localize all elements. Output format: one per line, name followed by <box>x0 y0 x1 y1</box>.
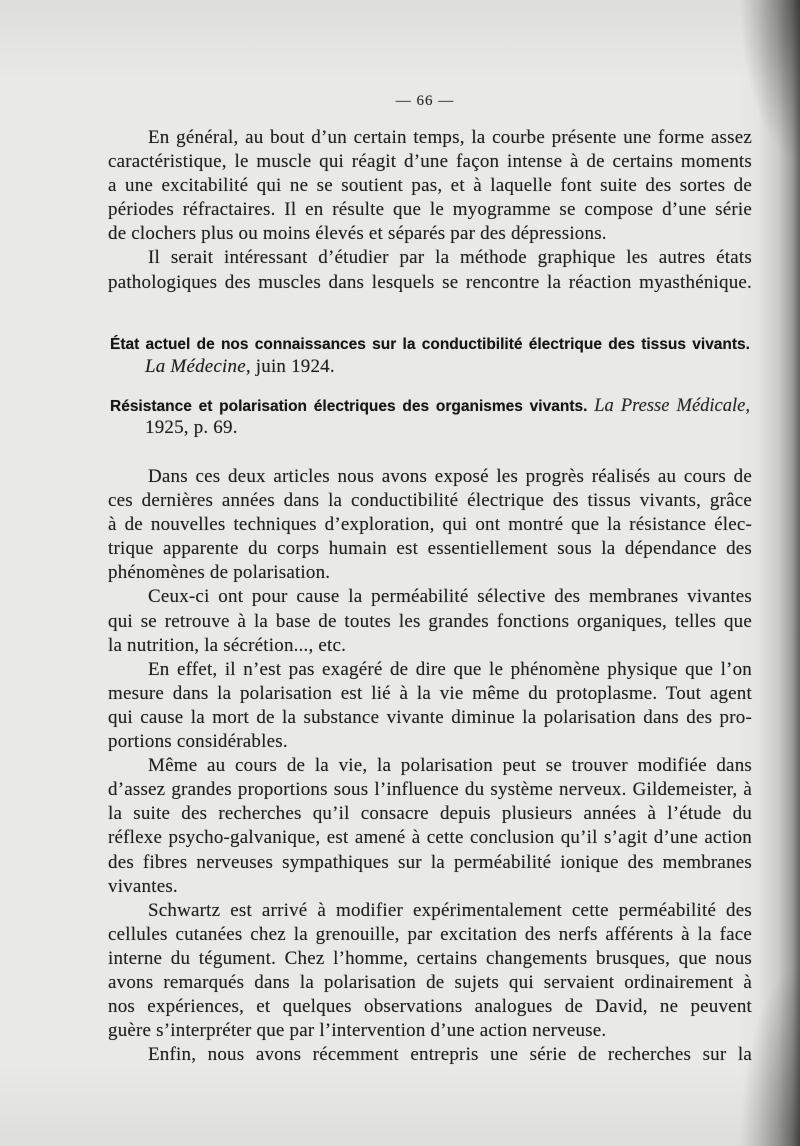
paragraph-line: nos expériences, et quelques observations analogues de David, ne peuvent <box>108 996 752 1018</box>
paragraph-line: Enfin, nous avons récemment entrepris une série de recherches sur la <box>148 1044 752 1066</box>
paragraph-line: avons remarqués dans la polarisation de sujets qui servaient ordinairement à <box>108 971 752 993</box>
paragraph-line: la suite des recherches qu’il consacre depuis plusieurs années à l’étude du <box>108 803 752 825</box>
reference-details: , juin 1924. <box>245 356 335 377</box>
paragraph-line: phénomènes de polarisation. <box>108 562 331 584</box>
paragraph-line: interne du tégument. Chez l’homme, certains changements brusques, que nous <box>108 947 752 969</box>
reference-title: État actuel de nos connaissances sur la conductibilité électrique des tissus vivants. <box>110 336 750 353</box>
reference-details: 1925, p. 69. <box>145 417 238 438</box>
paragraph <box>108 465 752 585</box>
reference-journal: La Presse Médicale, <box>594 396 750 416</box>
reference-source <box>110 416 750 440</box>
paragraph <box>108 899 752 1044</box>
reference-list <box>110 333 750 440</box>
paragraph-line: pathologiques des muscles dans lesquels se rencontre la réaction myasthénique. <box>108 271 752 293</box>
reference-source <box>110 355 750 379</box>
reference-entry <box>110 394 750 440</box>
paragraph-line: En effet, il n’est pas exagéré de dire que le phénomène physique que l’on <box>148 658 752 680</box>
body-text <box>108 465 752 1067</box>
paragraph-line: à de nouvelles techniques d’exploration, qui ont montré que la résistance élec- <box>108 514 752 536</box>
paragraph-line: cellules cutanées chez la grenouille, par excitation des nerfs afférents à la face <box>108 923 752 945</box>
paragraph-line: En général, au bout d’un certain temps, la courbe présente une forme assez <box>148 127 752 148</box>
paragraph-line: Schwartz est arrivé à modifier expérimentalement cette perméabilité des <box>148 899 752 921</box>
paragraph-line: vivantes. <box>108 875 178 897</box>
reference-title: Résistance et polarisation électriques des organismes vivants. <box>110 398 588 415</box>
paragraph-line: a une excitabilité qui ne se soutient pas, et à laquelle font suite des sortes de <box>108 175 752 197</box>
reference-journal: La Médecine <box>145 356 246 377</box>
paragraph-line: réflexe psycho-galvanique, est amené à cette conclusion qu’il s’agit d’une action <box>108 827 752 849</box>
paragraph-line: de clochers plus ou moins élevés et séparés par des dépressions. <box>108 223 607 245</box>
paragraph-line: ces dernières années dans la conductibilité électrique des tissus vivants, grâce <box>108 490 752 512</box>
paragraph-line: portions considérables. <box>108 731 288 753</box>
paragraph <box>108 1043 752 1067</box>
paragraph <box>108 658 752 754</box>
paragraph <box>108 126 752 246</box>
paragraph-line: guère s’interpréter que par l’intervention d’une action nerveuse. <box>108 1020 607 1042</box>
reference-heading <box>110 333 750 357</box>
paragraph <box>108 246 752 294</box>
paragraph-line: Il serait intéressant d’étudier par la méthode graphique les autres états <box>148 247 752 269</box>
page-number: — 66 — <box>395 93 455 109</box>
intro-text <box>108 126 752 295</box>
paragraph-line: mesure dans la polarisation est lié à la vie même du protoplasme. Tout agent <box>108 682 752 704</box>
paragraph-line: d’assez grandes proportions sous l’influence du système nerveux. Gildemeister, à <box>108 779 752 801</box>
paragraph-line: Même au cours de la vie, la polarisation peut se trouver modifiée dans <box>148 755 752 777</box>
reference-heading <box>110 394 750 418</box>
paragraph-line: des fibres nerveuses sympathiques sur la perméabilité ionique des membranes <box>108 851 752 873</box>
reference-entry <box>110 333 750 379</box>
paragraph-line: trique apparente du corps humain est essentiellement sous la dépendance des <box>108 538 752 560</box>
paragraph-line: la nutrition, la sécrétion..., etc. <box>108 634 347 656</box>
paragraph-line: périodes réfractaires. Il en résulte que le myogramme se compose d’une série <box>108 199 752 221</box>
paragraph <box>108 754 752 899</box>
paragraph-line: caractéristique, le muscle qui réagit d’une façon intense à de certains moments <box>108 151 752 173</box>
paragraph-line: qui cause la mort de la substance vivante diminue la polarisation dans des pro- <box>108 706 752 728</box>
paragraph <box>108 585 752 657</box>
paragraph-line: Dans ces deux articles nous avons exposé les progrès réalisés au cours de <box>148 466 752 487</box>
paragraph-line: Ceux-ci ont pour cause la perméabilité sélective des membranes vivantes <box>148 586 752 608</box>
paragraph-line: qui se retrouve à la base de toutes les grandes fonctions organiques, telles que <box>108 610 752 632</box>
